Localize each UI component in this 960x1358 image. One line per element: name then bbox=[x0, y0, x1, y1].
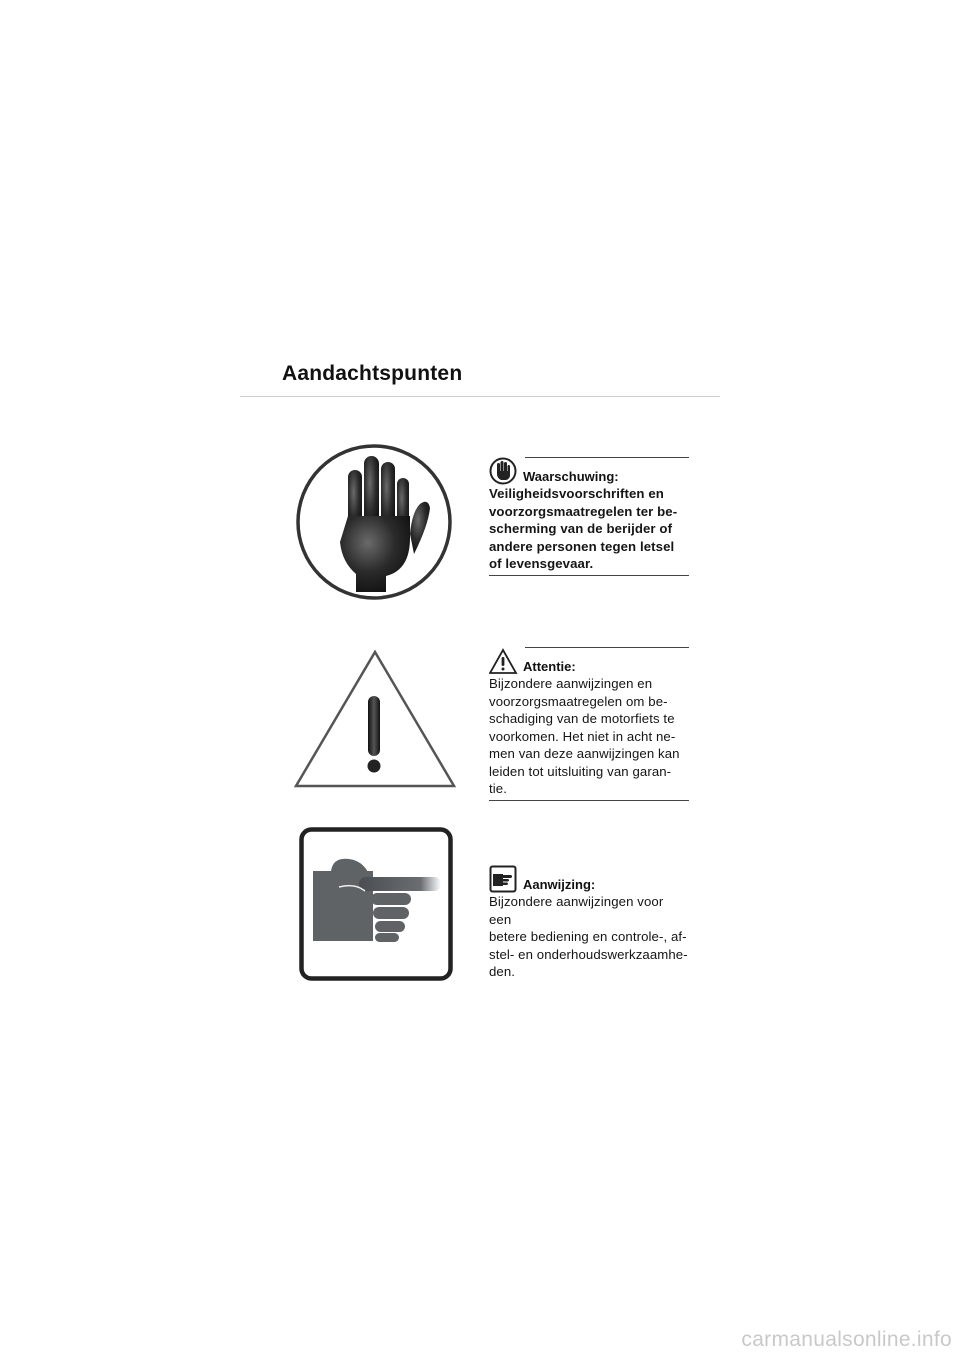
warning-triangle-icon bbox=[489, 647, 519, 675]
notice-top-rule bbox=[525, 647, 689, 648]
stop-hand-illustration bbox=[294, 442, 456, 602]
notice-label: Aanwijzing: bbox=[523, 877, 596, 892]
pointing-hand-icon bbox=[489, 865, 519, 893]
warning-notice bbox=[489, 457, 689, 576]
notice-text: Bijzondere aanwijzingen en voorzorgsmaatregelen om be- schadiging van de motorfiets te voorkomen. Het niet in acht ne- men van deze aanwijzingen kan leiden tot uitsluiting van garan- tie. bbox=[489, 676, 680, 796]
stop-hand-icon bbox=[294, 442, 456, 602]
notice-top-rule bbox=[525, 457, 689, 458]
attention-notice bbox=[489, 647, 689, 801]
page-title: Aandachtspunten bbox=[282, 362, 463, 385]
notice-bottom-rule bbox=[489, 575, 689, 576]
notice-label: Attentie: bbox=[523, 659, 576, 674]
notice-text: Veiligheidsvoorschriften en voorzorgsmaatregelen ter be- scherming van de berijder of andere personen tegen letsel of levensgevaar. bbox=[489, 486, 678, 571]
pointing-hand-illustration bbox=[299, 827, 453, 981]
warning-triangle-icon bbox=[292, 648, 458, 790]
pointing-hand-icon bbox=[299, 827, 453, 981]
title-divider bbox=[240, 396, 720, 397]
notice-label: Waarschuwing: bbox=[523, 469, 619, 484]
watermark: carmanualsonline.info bbox=[741, 1328, 952, 1351]
stop-hand-icon bbox=[489, 457, 519, 485]
notice-bottom-rule bbox=[489, 800, 689, 801]
hint-notice bbox=[489, 865, 689, 981]
warning-triangle-illustration bbox=[292, 648, 458, 790]
notice-text: Bijzondere aanwijzingen voor een betere bediening en controle-, af- stel- en onderhoudswerkzaamhe- den. bbox=[489, 894, 688, 979]
